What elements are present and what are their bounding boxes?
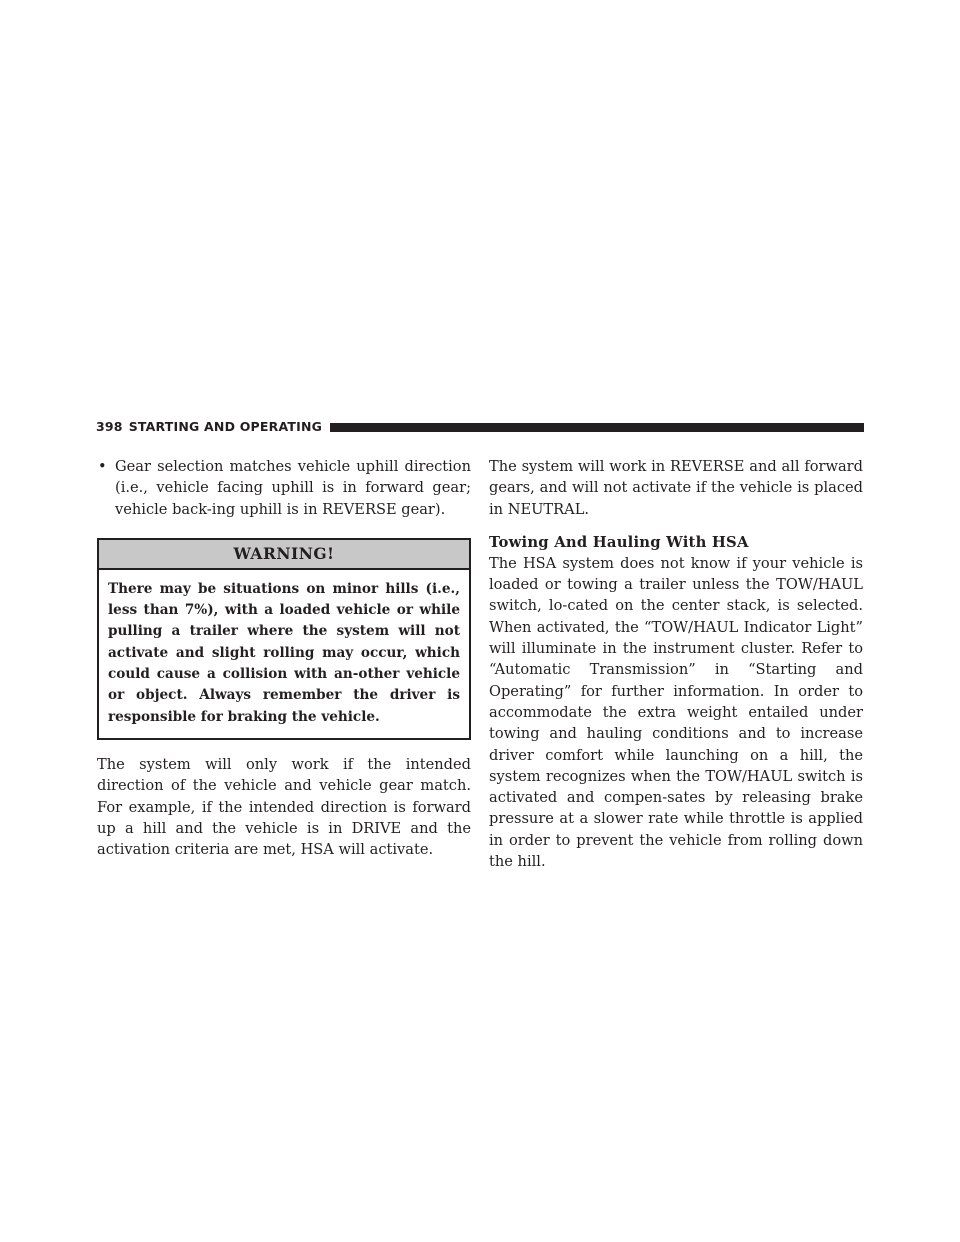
subheading: Towing And Hauling With HSA xyxy=(489,533,749,551)
section-title: STARTING AND OPERATING xyxy=(128,419,323,434)
body-paragraph: The HSA system does not know if your vehicle is loaded or towing a trailer unless the TOW/HAUL switch, lo-cated on the center stack, is selected. When activated, the “TOW/HAUL Indicator Light” will illuminate in the instrument cluster. Refer to “Automatic Transmission” in “Starting and Operating” for further information. In order to accommodate the extra weight entailed under towing and hauling conditions and to increase driver comfort while launching on a hill, the system recognizes when the TOW/HAUL switch is activated and compen-sates by releasing brake pressure at a slower rate while throttle is applied in order to prevent the vehicle from rolling down the hill. xyxy=(489,554,863,871)
bullet-text: Gear selection matches vehicle uphill direction (i.e., vehicle facing uphill is in forward gear; vehicle back-ing uphill is in REVERSE gear). xyxy=(115,458,471,518)
bullet-item xyxy=(97,456,471,520)
header-rule xyxy=(330,423,864,432)
warning-box xyxy=(97,538,471,740)
body-paragraph: The system will work in REVERSE and all forward gears, and will not activate if the vehicle is placed in NEUTRAL. xyxy=(489,458,863,518)
body-paragraph: The system will only work if the intended direction of the vehicle and vehicle gear match. For example, if the intended direction is forward up a hill and the vehicle is in DRIVE and the activation criteria are met, HSA will activate. xyxy=(97,755,471,859)
bullet-marker: • xyxy=(98,458,107,475)
left-column xyxy=(97,456,471,860)
right-column xyxy=(489,456,863,872)
warning-text: There may be situations on minor hills (i.e., less than 7%), with a loaded vehicle or while pulling a trailer where the system will not activate and slight rolling may occur, which could cause a collision with an-other vehicle or object. Always remember the driver is responsible for braking the vehicle. xyxy=(108,580,460,725)
warning-title: WARNING! xyxy=(99,540,469,570)
page-header xyxy=(96,419,864,435)
page-number: 398 xyxy=(96,419,123,434)
